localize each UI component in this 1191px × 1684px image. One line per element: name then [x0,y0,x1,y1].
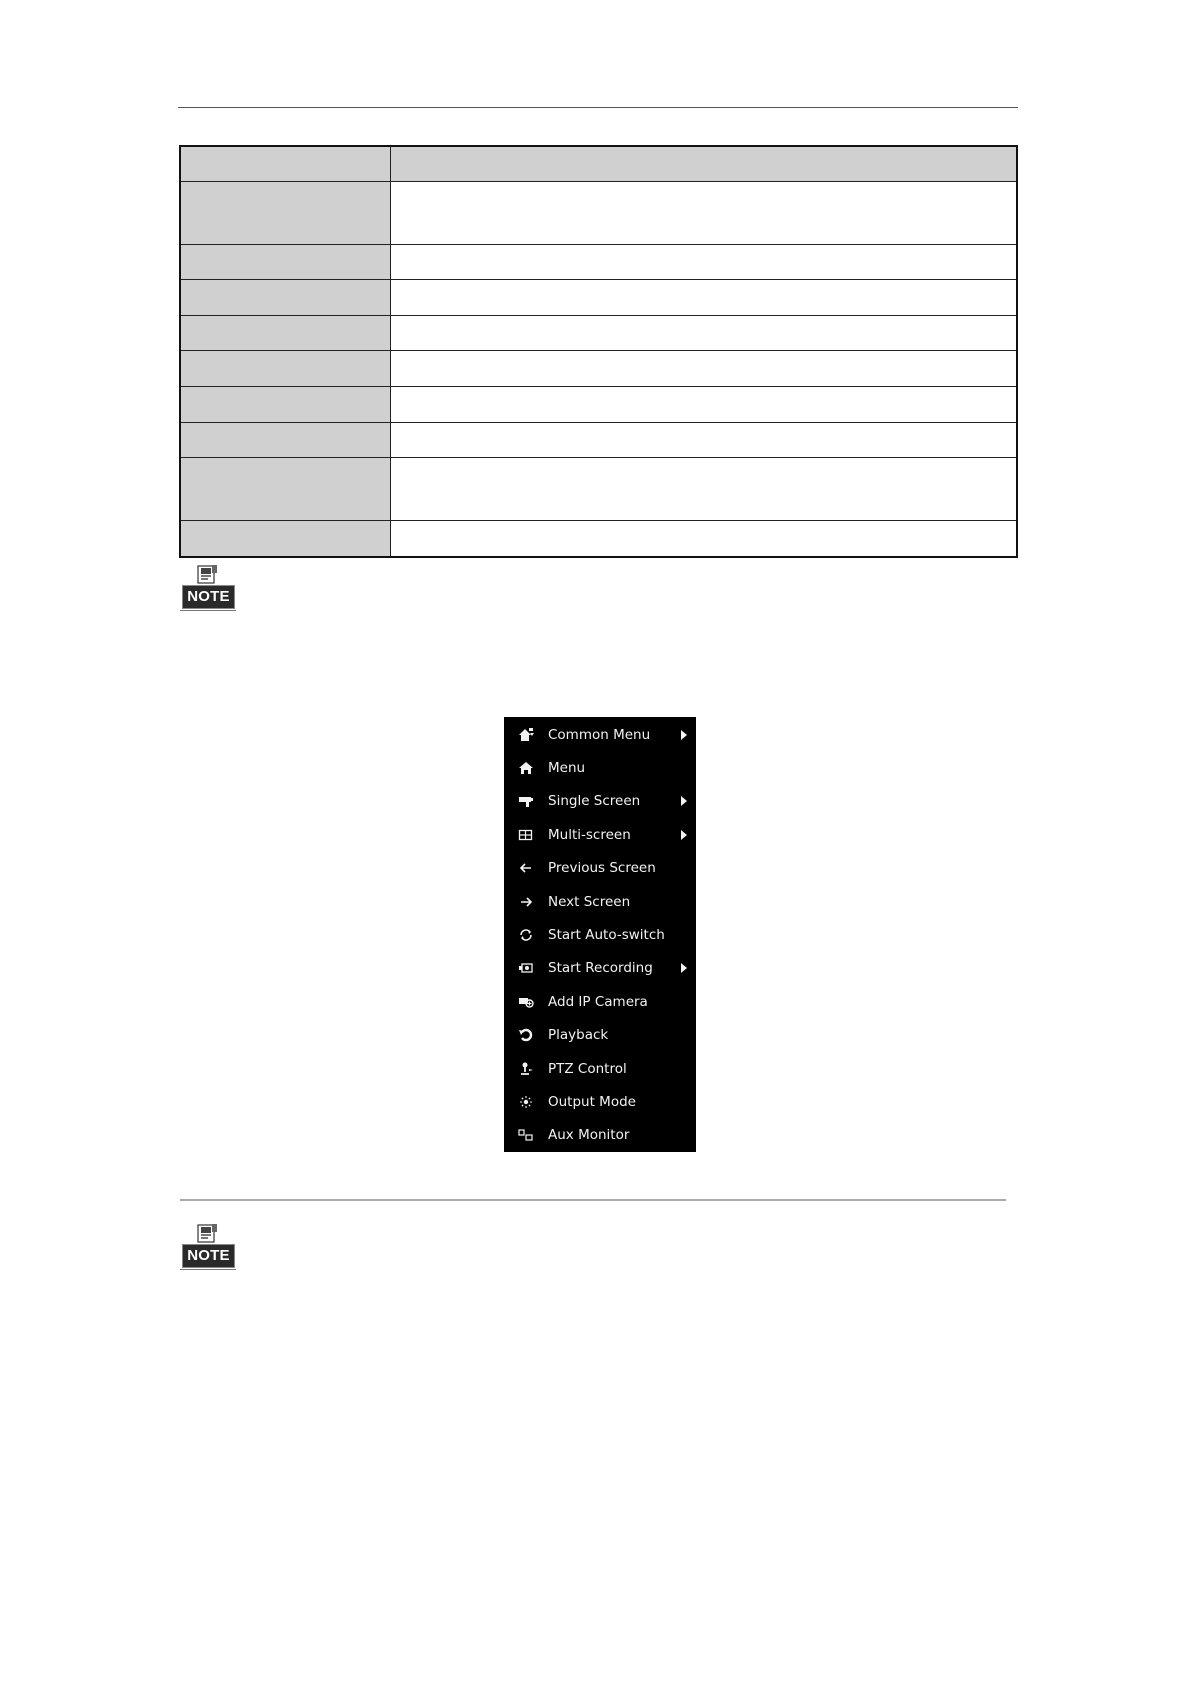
menu-item-start-auto-switch[interactable] [504,918,696,951]
menu-item-label: Output Mode [548,1093,636,1110]
menu-item-label: Next Screen [548,893,631,910]
note-icon [180,565,236,613]
menu-item-label: Add IP Camera [548,993,648,1010]
menu-item-add-ip-camera[interactable] [504,985,696,1018]
submenu-arrow-icon [681,796,687,806]
menu-item-start-recording[interactable] [504,952,696,985]
table-header-cell [390,146,1017,182]
table-value-cell [390,351,1017,387]
table-header-cell [180,146,390,182]
table-row [180,315,1017,351]
table-value-cell [390,458,1017,521]
table-row [180,351,1017,387]
table-row [180,280,1017,316]
table-value-cell [390,280,1017,316]
table-key-cell [180,422,390,458]
common-menu-icon [518,727,534,743]
table-key-cell [180,386,390,422]
refresh-icon [518,927,534,943]
table-row [180,244,1017,280]
submenu-arrow-icon [681,830,687,840]
camera-icon [518,793,534,809]
table-key-cell [180,315,390,351]
menu-item-label: Start Recording [548,960,653,977]
menu-item-menu[interactable] [504,751,696,784]
table-key-cell [180,244,390,280]
menu-item-label: PTZ Control [548,1060,627,1077]
note-base [180,1266,236,1270]
menu-item-label: Common Menu [548,726,651,743]
multi-screen-icon [518,827,534,843]
menu-item-next-screen[interactable] [504,885,696,918]
playback-icon [518,1027,534,1043]
arrow-left-icon [518,860,534,876]
note-label: NOTE [182,585,235,609]
table-row [180,422,1017,458]
section-divider [180,1199,1006,1201]
menu-item-label: Aux Monitor [548,1127,630,1144]
table-key-cell [180,182,390,245]
note-label: NOTE [182,1244,235,1268]
table-value-cell [390,182,1017,245]
table-key-cell [180,520,390,557]
table-value-cell [390,520,1017,557]
menu-item-label: Multi-screen [548,826,631,843]
submenu-arrow-icon [681,730,687,740]
table-row [180,386,1017,422]
home-icon [518,760,534,776]
aux-monitor-icon [518,1127,534,1143]
note-icon [180,1224,236,1272]
table-row [180,458,1017,521]
menu-item-label: Start Auto-switch [548,927,665,944]
menu-item-label: Previous Screen [548,860,656,877]
table-value-cell [390,386,1017,422]
spec-table [179,145,1018,558]
record-icon [518,960,534,976]
output-mode-icon [518,1094,534,1110]
context-menu [504,717,696,1152]
note-base [180,607,236,611]
menu-item-label: Playback [548,1027,609,1044]
table-key-cell [180,458,390,521]
submenu-arrow-icon [681,963,687,973]
menu-item-multi-screen[interactable] [504,818,696,851]
table-key-cell [180,280,390,316]
ptz-icon [518,1061,534,1077]
add-camera-icon [518,994,534,1010]
menu-item-ptz-control[interactable] [504,1052,696,1085]
table-row [180,520,1017,557]
menu-item-aux-monitor[interactable] [504,1119,696,1152]
arrow-right-icon [518,894,534,910]
table-header-row [180,146,1017,182]
menu-item-output-mode[interactable] [504,1085,696,1118]
menu-item-common-menu[interactable] [504,718,696,751]
table-value-cell [390,315,1017,351]
table-row [180,182,1017,245]
header-rule [178,107,1018,108]
table-value-cell [390,244,1017,280]
menu-item-playback[interactable] [504,1019,696,1052]
menu-item-label: Single Screen [548,793,641,810]
table-key-cell [180,351,390,387]
menu-item-label: Menu [548,760,586,777]
note-flag-icon [196,565,218,585]
table-value-cell [390,422,1017,458]
note-flag-icon [196,1224,218,1244]
menu-item-single-screen[interactable] [504,785,696,818]
menu-item-previous-screen[interactable] [504,852,696,885]
